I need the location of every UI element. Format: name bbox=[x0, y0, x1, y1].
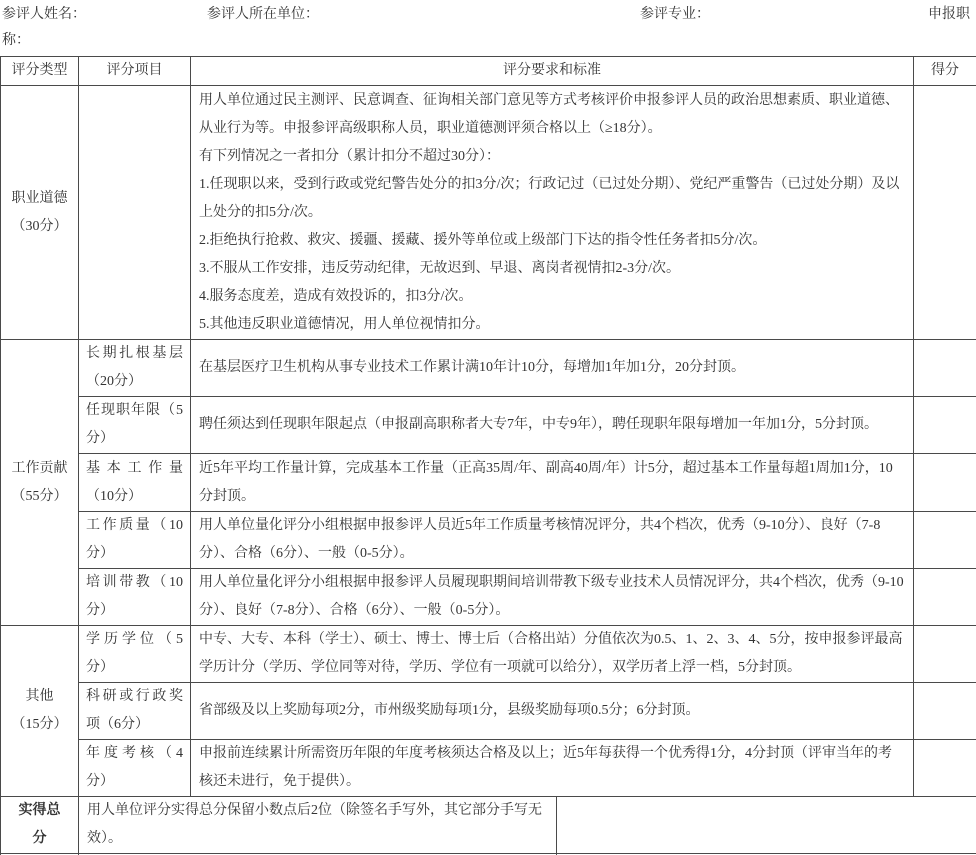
score-cell-training bbox=[914, 569, 976, 626]
table-row bbox=[1, 683, 976, 740]
table-row bbox=[1, 797, 976, 854]
criteria-training: 用人单位量化评分小组根据申报参评人员履现职期间培训带教下级专业技术人员情况评分，共4个档次，优秀（9-10分）、良好（7-8分）、合格（6分）、一般（0-5分）。 bbox=[191, 569, 914, 626]
score-cell-workload bbox=[914, 454, 976, 512]
table-row bbox=[1, 740, 976, 797]
applicant-unit-label: 参评人所在单位： bbox=[207, 7, 319, 22]
project-education: 学历学位（5分） bbox=[79, 626, 191, 683]
project-appraisal: 年度考核（4分） bbox=[79, 740, 191, 797]
criteria-grassroots: 在基层医疗卫生机构从事专业技术工作累计满10年计10分，每增加1年加1分，20分封顶。 bbox=[191, 340, 914, 397]
project-quality: 工作质量（10分） bbox=[79, 512, 191, 569]
criteria-workload: 近5年平均工作量计算，完成基本工作量（正高35周/年、副高40周/年）计5分，超过基本工作量每超1周加1分，10分封顶。 bbox=[191, 454, 914, 512]
score-cell-quality bbox=[914, 512, 976, 569]
score-cell-awards bbox=[914, 683, 976, 740]
project-training: 培训带教（10分） bbox=[79, 569, 191, 626]
score-cell-tenure bbox=[914, 397, 976, 454]
project-ethics-empty bbox=[79, 86, 191, 340]
criteria-total-score: 用人单位评分实得总分保留小数点后2位（除签名手写外，其它部分手写无效）。 bbox=[79, 797, 557, 854]
category-contribution: 工作贡献 （55分） bbox=[1, 340, 79, 626]
criteria-tenure: 聘任须达到任现职年限起点（申报副高职称者大专7年，中专9年），聘任现职年限每增加一年加1分，5分封顶。 bbox=[191, 397, 914, 454]
scoring-table bbox=[0, 56, 976, 855]
project-awards: 科研或行政奖项（6分） bbox=[79, 683, 191, 740]
table-row bbox=[1, 512, 976, 569]
score-cell-ethics bbox=[914, 86, 976, 340]
applied-title-label-part2: 称： bbox=[2, 33, 30, 48]
applied-title-label-part1: 申报职 bbox=[928, 7, 970, 22]
table-row bbox=[1, 454, 976, 512]
project-tenure: 任现职年限（5分） bbox=[79, 397, 191, 454]
applicant-name-label: 参评人姓名： bbox=[2, 7, 86, 22]
category-total-score: 实得总 分 bbox=[1, 797, 79, 854]
table-row bbox=[1, 86, 976, 340]
score-cell-appraisal bbox=[914, 740, 976, 797]
table-row bbox=[1, 626, 976, 683]
project-grassroots: 长期扎根基层（20分） bbox=[79, 340, 191, 397]
col-header-criteria: 评分要求和标准 bbox=[191, 57, 914, 86]
table-header-row bbox=[1, 57, 976, 86]
criteria-awards: 省部级及以上奖励每项2分，市州级奖励每项1分，县级奖励每项0.5分；6分封顶。 bbox=[191, 683, 914, 740]
table-row bbox=[1, 569, 976, 626]
category-other: 其他 （15分） bbox=[1, 626, 79, 797]
criteria-quality: 用人单位量化评分小组根据申报参评人员近5年工作质量考核情况评分，共4个档次，优秀（9-10分）、良好（7-8分）、合格（6分）、一般（0-5分）。 bbox=[191, 512, 914, 569]
col-header-score: 得分 bbox=[914, 57, 976, 86]
criteria-appraisal: 申报前连续累计所需资历年限的年度考核须达合格及以上；近5年每获得一个优秀得1分，4分封顶（评审当年的考核还未进行，免于提供）。 bbox=[191, 740, 914, 797]
col-header-score-type: 评分类型 bbox=[1, 57, 79, 86]
col-header-score-item: 评分项目 bbox=[79, 57, 191, 86]
criteria-education: 中专、大专、本科（学士）、硕士、博士、博士后（合格出站）分值依次为0.5、1、2、3、4、5分，按申报参评最高学历计分（学历、学位同等对待，学历、学位有一项就可以给分），双学历者上浮一档，5分封顶。 bbox=[191, 626, 914, 683]
category-ethics: 职业道德 （30分） bbox=[1, 86, 79, 340]
project-workload: 基本工作量（10分） bbox=[79, 454, 191, 512]
score-cell-education bbox=[914, 626, 976, 683]
total-score-fill-cell bbox=[557, 797, 976, 854]
criteria-ethics: 用人单位通过民主测评、民意调查、征询相关部门意见等方式考核评价申报参评人员的政治思想素质、职业道德、从业行为等。申报参评高级职称人员，职业道德测评须合格以上（≥18分）。 有下列情况之一者扣分（累计扣分不超过30分）： 1.任现职以来，受到行政或党纪警告处分的扣3分/次；行政记过（已过处分期）、党纪严重警告（已过处分期）及以上处分的扣5分/次。 2.拒绝执行抢救、救灾、援疆、援藏、援外等单位或上级部门下达的指令性任务者扣5分/次。 3.不服从工作安排，违反劳动纪律，无故迟到、早退、离岗者视情扣2-3分/次。 4.服务态度差，造成有效投诉的，扣3分/次。 5.其他违反职业道德情况，用人单位视情扣分。 bbox=[191, 86, 914, 340]
score-cell-grassroots bbox=[914, 340, 976, 397]
applicant-major-label: 参评专业： bbox=[640, 7, 710, 22]
table-row bbox=[1, 397, 976, 454]
table-row bbox=[1, 340, 976, 397]
